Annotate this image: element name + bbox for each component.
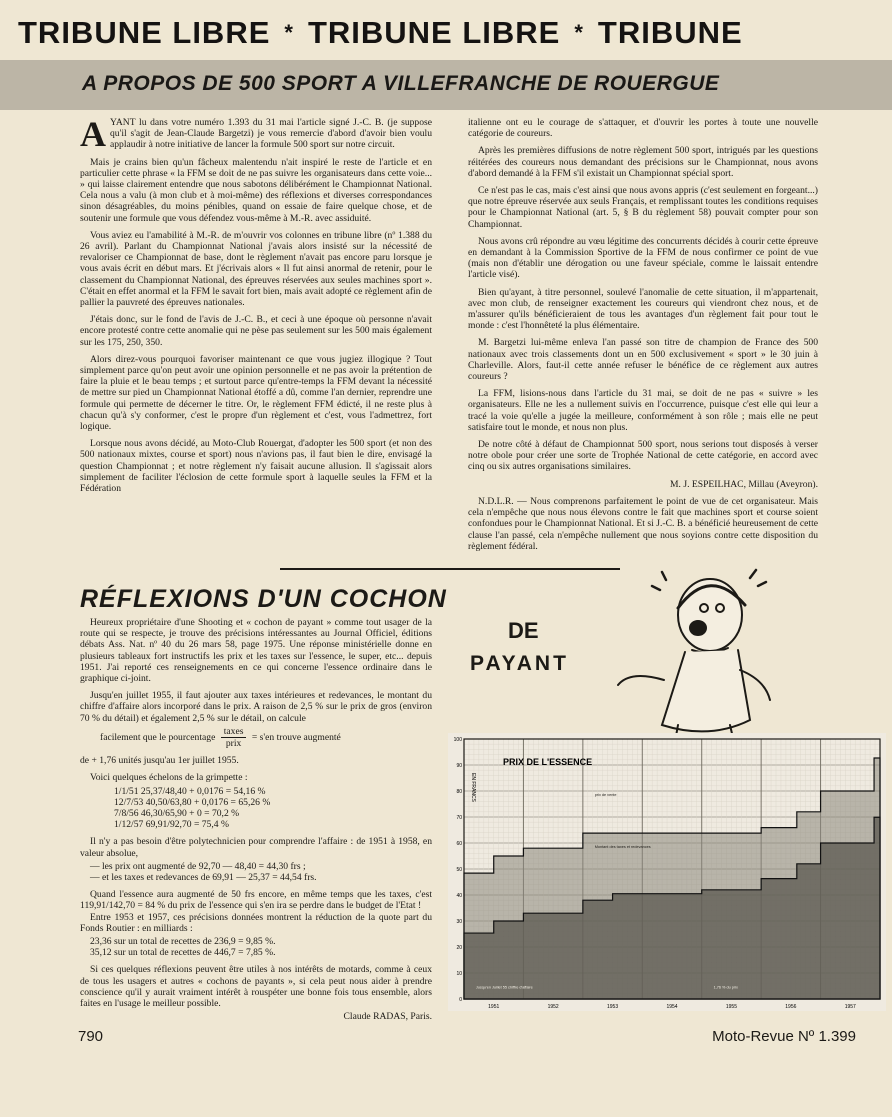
formula-fraction [221,726,247,749]
chart-annotation: Jusqu'en Juillet 55 chiffre d'affaire [475,985,533,990]
article-subtitle: A PROPOS DE 500 SPORT A VILLEFRANCHE DE ROUERGUE [82,72,720,95]
article-paragraph: Il n'y a pas besoin d'être polytechnicien pour comprendre l'affaire : de 1951 à 1958, en valeur absolue, [80,836,432,859]
letter-paragraph: J'étais donc, sur le fond de l'avis de J.-C. B., et ceci à une époque où personne n'avait encore protesté contre cette anomalie qui ne pèse pas seulement sur les 500 mais également sur les 175, 250, 350. [80,314,432,348]
letter-paragraph: Après les premières diffusions de notre règlement 500 sport, intrigués par les questions réitérées des coureurs nous demandant des précisions sur le Championnat, nous avons d'abord demandé à la FFM s'il existait un Championnat spécial sport. [468,145,818,179]
letter-paragraph: Ce n'est pas le cas, mais c'est ainsi que nous avons appris (c'est seulement en forgeant...) que notre épreuve réservée aux seuls Français, et remplissant toutes les conditions requises pour le Championnat National (art. 5, § B du règlement 58) pouvait compter pour son Championnat. [468,185,818,230]
article-2-title-de: DE [508,618,539,643]
x-tick-label: 1954 [666,1004,678,1010]
chart-annotation: prix de vente [594,793,617,798]
table-row: 12/7/53 40,50/63,80 + 0,0176 = 65,26 % [114,796,271,808]
letter-paragraph: AYANT lu dans votre numéro 1.393 du 31 mai l'article signé J.-C. B. (je suppose qu'il s'agit de Jean-Claude Bargetzi) je vous remercie d'abord d'avoir bien voulu applaudir à notre initiative de lancer la formule 500 sport sur notre circuit. [80,114,432,154]
letter-paragraph: Alors direz-vous pourquoi favoriser maintenant ce que vous jugiez illogique ? Tout simplement parce qu'on peut avoir une opinion personnelle et ne pas avoir la prétention de faire la pluie et le beau temps ; et surtout parce qu'entre-temps la FFM devant la nécessité de mettre sur pied un Championnat National étoffé a dû, comme l'an dernier, reprendre une formule qui permette de décerner le titre. Or, le règlement FFM édicté, il ne reste plus à chacun qu'à s'y conformer, c'est le propre d'un règlement et c'est, vous l'admettrez, fort logique. [80,353,432,433]
letter-paragraph: De notre côté à défaut de Championnat 500 sport, nous serions tout disposés à verser notre obole pour créer une sorte de Trophée National de cette catégorie, en accord avec cinq ou six autres organisations similaires. [468,439,818,473]
letter-paragraph: Mais je crains bien qu'un fâcheux malentendu n'ait inspiré le reste de l'article et en particulier cette phrase « la FFM se doit de ne pas suivre les organisateurs dans cette voie... » qui laisse clairement entendre que nous sabotons délibérément le Championnat National. Cela nous a valu (à mon club et à moi-même) des réflexions et diverses correspondances sinon désagréables, du moins pénibles, quand on essaie de faire quelque chose, et de soutenir une formule que vous défendez vous-même à M.-R. avec assiduité. [80,156,432,224]
article-paragraph: Jusqu'en juillet 1955, il faut ajouter aux taxes intérieures et redevances, le montant du chiffre d'affaire alors incorporé dans le prix. A raison de 2,5 % sur le prix de gros (environ 70 % du détail) et également 2,5 % sur le détail, on calcule [80,690,432,724]
list-item: — et les taxes et redevances de 69,91 — 25,37 = 44,54 frs. [90,872,317,884]
y-axis-label: EN FRANCS [470,773,476,802]
article-paragraph: de + 1,76 unités jusqu'au 1er juillet 1955. [80,755,239,767]
letter-paragraph: M. Bargetzi lui-même enleva l'an passé son titre de champion de France des 500 nationaux avec trois classements dont un en 500 exclusivement « sport » le 30 juin à Charleville. Alors, faut-il cette année refuser le bénéfice de ce règlement aux autres coureurs ? [468,337,818,383]
list-item: — les prix ont augmenté de 92,70 — 48,40 = 44,30 frs ; [90,860,306,872]
x-tick-label: 1952 [547,1004,559,1010]
magazine-name: Moto-Revue Nº 1.399 [712,1028,856,1045]
percentage-formula [100,726,432,749]
formula-lead: facilement que le pourcentage [100,731,216,743]
y-tick-label: 40 [456,893,462,899]
letter-paragraph: Vous aviez eu l'amabilité à M.-R. de m'ouvrir vos colonnes en tribune libre (nº 1.388 du 26 avril). Parlant du Championnat National j'avais alors insisté sur la nécessité de revaloriser ce Championnat de base, dont le règlement n'avait pas encore paru lorsque je vous avais écrit en début mars. Et j'écrivais alors « Il fut ainsi anormal de retenir, pour le classement du Championnat National, des épreuves réservées aux seules machines sport ». C'était en effet anormal et la FFM le savait fort bien, mais avait adopté ce règlement afin de pallier la pauvreté des épreuves nationales. [80,229,432,309]
y-tick-label: 70 [456,815,462,821]
price-steps-table [114,786,432,831]
table-row: 1/12/57 69,91/92,70 = 75,4 % [114,819,229,831]
letter-paragraph: italienne ont eu le courage de s'attaquer, et d'ouvrir les portes à toute une nouvelle catégorie de coureurs. [468,117,818,140]
y-tick-label: 20 [456,945,462,951]
letter-paragraph: Lorsque nous avons décidé, au Moto-Club Rouergat, d'adopter les 500 sport (et non des 500 nationaux mixtes, course et sport) nous n'avions pas, il faut bien le dire, envisagé la question Championnat ; et notre règlement n'y faisait aucune allusion. Il s'agissait alors simplement de faciliter l'éclosion de cette formule sport à laquelle seules la FFM et la Fédération [80,438,432,495]
article-2-signature: Claude RADAS, Paris. [343,1011,432,1023]
x-tick-label: 1951 [488,1004,500,1010]
letter-paragraph: La FFM, lisions-nous dans l'article du 31 mai, se doit de ne pas « suivre » les organisateurs. Elle ne les a nullement suivis en l'occurrence, puisque c'est elle qui leur a tracé la voie qu'elle a jugée la meilleure, conformément à son rôle ; mais elle ne peut satisfaire tout le monde, et nous non plus. [468,388,818,433]
banner-word-1: TRIBUNE LIBRE [18,15,271,50]
list-item: 23,36 sur un total de recettes de 236,9 = 9,85 %. [90,936,276,948]
x-tick-label: 1957 [844,1004,856,1010]
table-row: 7/8/56 46,30/65,90 + 0 = 70,2 % [114,808,240,820]
y-tick-label: 10 [456,971,462,977]
fraction-numerator: taxes [221,726,247,738]
fuel-price-chart [448,733,886,1011]
x-tick-label: 1953 [607,1004,619,1010]
article-paragraph: Voici quelques échelons de la grimpette : [90,772,248,784]
article-paragraph: Heureux propriétaire d'une Shooting et « cochon de payant » comme tout usager de la route qui se respecte, je trouve des précisions intéressantes au Journal Officiel, éditions débats Ass. Nat. nº 40 du 26 mars 58, page 1975. Une réponse ministérielle donne en plusieurs tableaux fort instructifs les prix et les taxes sur l'essence, le super, etc... depuis 1951. J'ai reporté ces renseignements en ce qui concerne l'essence ordinaire dans le graphique ci-joint. [80,617,432,685]
letter-paragraph: Bien qu'ayant, à titre personnel, soulevé l'anomalie de cette situation, il m'appartenait, avec mon club, de renseigner exactement les coureurs qui viendront chez nous, et de m'assurer qu'ils bénéficieraient de tous les avantages d'un règlement fait pour tout le monde : c'est l'honnêteté la plus élémentaire. [468,286,818,332]
fraction-denominator: prix [225,738,242,750]
editor-note: N.D.L.R. — Nous comprenons parfaitement le point de vue de cet organisateur. Mais cela n'empêche que nous nous élevons contre le fait que machines sport et course soient confondues pour le Championnat National. Et si J.-C. B. a bénéficié heureusement de cette clause l'an passé, cela n'empêche nullement que nous soyions contre cette disposition du règlement fédéral. [468,495,818,552]
y-tick-label: 50 [456,867,462,873]
banner-star: * [284,20,294,45]
y-tick-label: 90 [456,763,462,769]
section-divider [280,568,620,570]
banner-word-3: TRIBUNE [597,15,743,50]
y-tick-label: 100 [453,737,462,743]
chart-annotation: Montant des taxes et redevances [594,845,651,850]
tribune-libre-banner [18,12,890,54]
y-tick-label: 80 [456,789,462,795]
page-number: 790 [78,1028,104,1045]
article-paragraph: Quand l'essence aura augmenté de 50 frs encore, en même temps que les taxes, c'est 119,91/142,70 = 84 % du prix de l'essence qui s'en ira se perdre dans le budget de l'Etat ! [80,889,432,912]
article-paragraph: Entre 1953 et 1957, ces précisions données montrent la réduction de la quote part du Fonds Routier : en milliards : [80,911,432,934]
letter-signature: M. J. ESPEILHAC, Millau (Aveyron). [670,478,818,490]
banner-word-2: TRIBUNE LIBRE [307,15,561,50]
article-2-title: RÉFLEXIONS D'UN COCHON [80,585,447,613]
table-row: 1/1/51 25,37/48,40 + 0,0176 = 54,16 % [114,785,266,797]
y-tick-label: 0 [459,997,462,1003]
x-tick-label: 1955 [725,1004,737,1010]
chart-annotation: 1,76 % du prix [713,985,738,990]
y-tick-label: 60 [456,841,462,847]
list-item: 35,12 sur un total de recettes de 446,7 = 7,85 %. [90,947,276,959]
article-2-column [80,617,432,1029]
formula-tail: = s'en trouve augmenté [251,731,341,743]
y-tick-label: 30 [456,919,462,925]
letter-paragraph: Nous avons crû répondre au vœu légitime des concurrents décidés à courir cette épreuve en demandant à la Commission Sportive de la FFM de nous confirmer ce point de vue (mais non d'établir une dérogation ou une faveur spéciale, comme le laissait entendre l'article visé). [468,235,818,281]
letter-column-right [468,117,818,558]
chart-title: PRIX DE L'ESSENCE [503,757,593,767]
x-tick-label: 1956 [785,1004,797,1010]
article-paragraph: Si ces quelques réflexions peuvent être utiles à nos intérêts de motards, comme à ceux de tous les usagers et autres « cochons de payants », si cela peut nous aider à prendre conscience qu'il y aurait vraiment intérêt à rouspéter une bonne fois tous ensemble, alors faites en l'usage le meilleur possible. [80,964,432,1010]
article-2-title-payant: PAYANT [470,652,569,675]
banner-star: * [574,20,584,45]
drop-cap: A [80,114,106,154]
letter-column-left [80,114,432,500]
